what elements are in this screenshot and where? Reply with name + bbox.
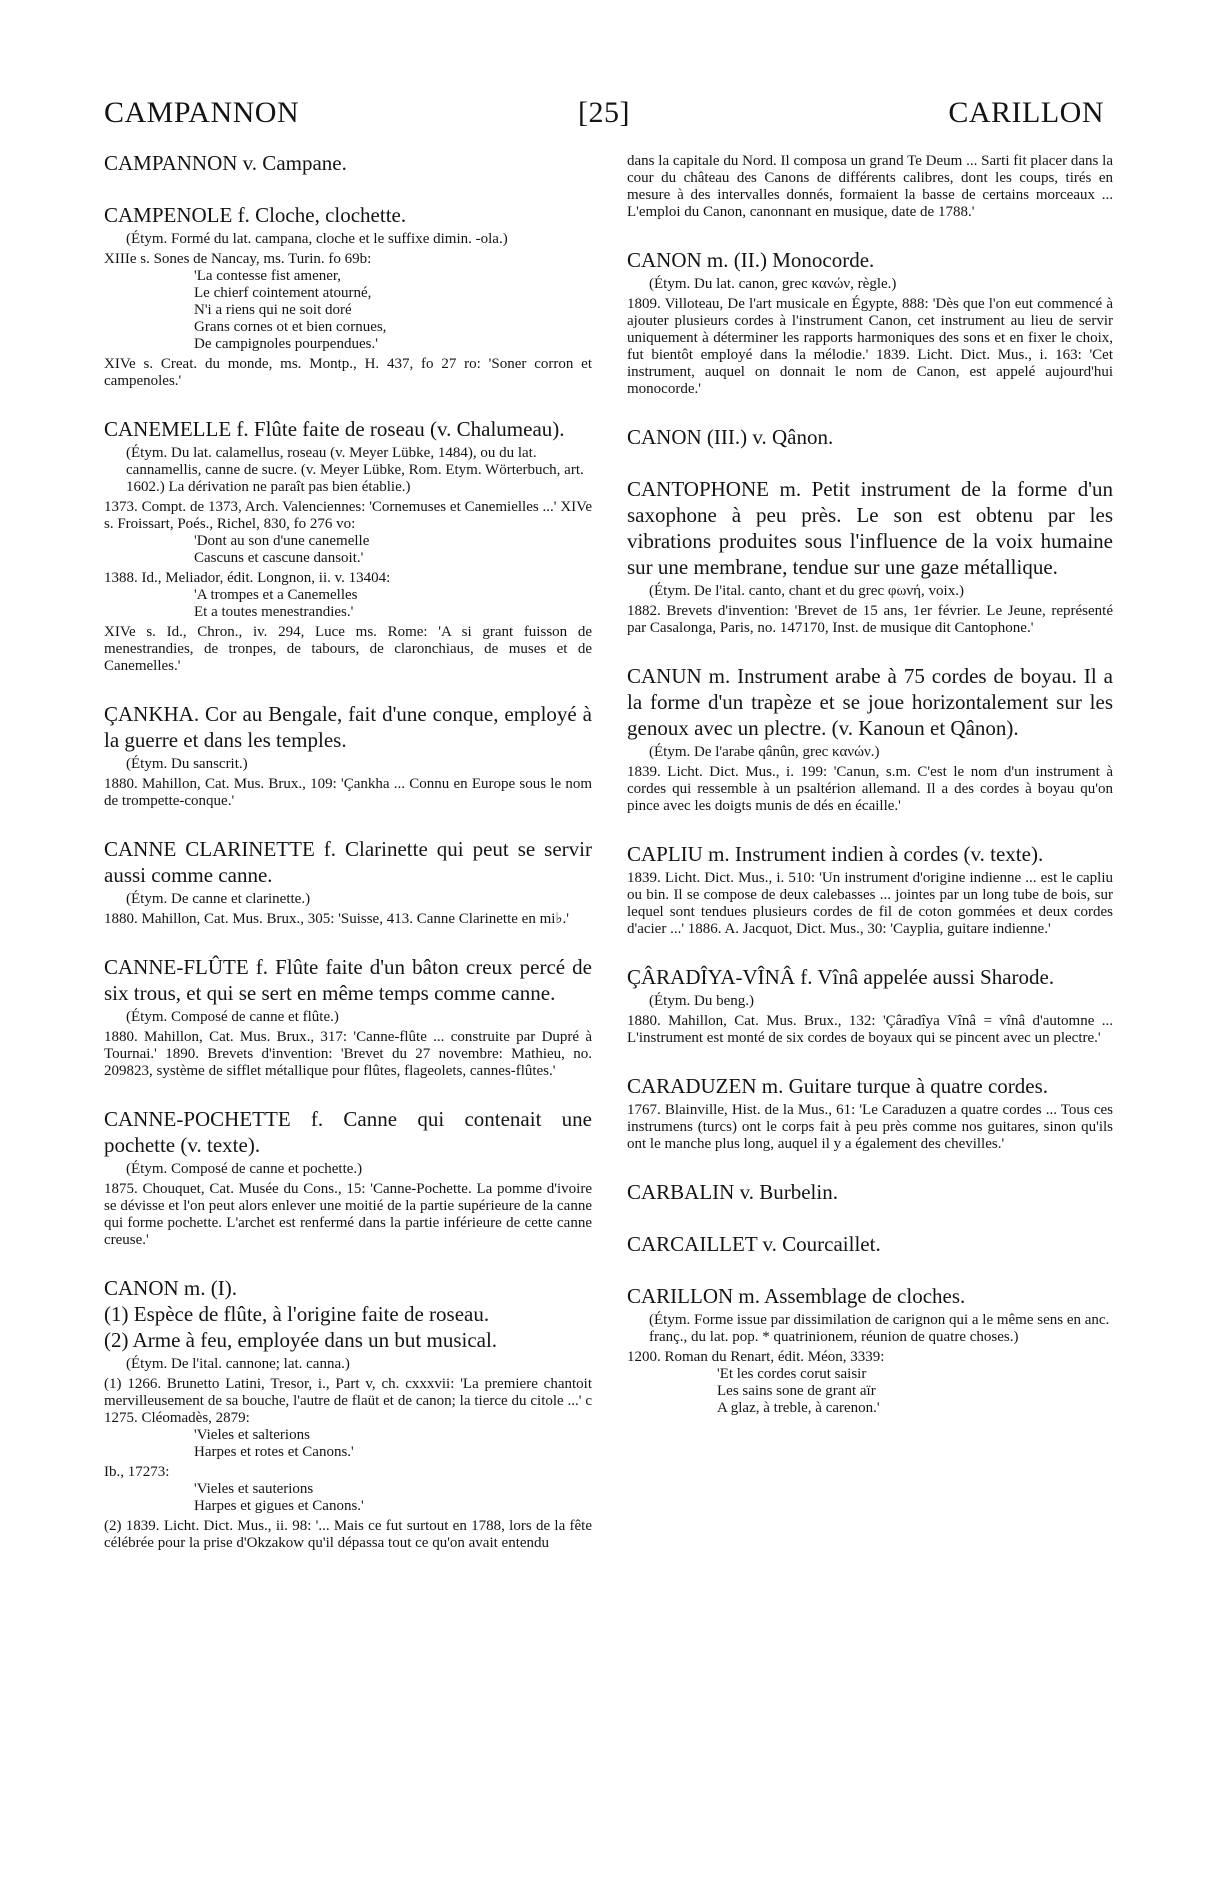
dictionary-entry	[627, 1073, 1113, 1153]
entry-headword-definition: CARCAILLET v. Courcaillet.	[627, 1232, 881, 1256]
page-number: [25]	[578, 96, 630, 129]
citation: (2) 1839. Licht. Dict. Mus., ii. 98: '... Mais ce fut surtout en 1788, lors de la fête célébrée pour la prise d'Okzakow qu'il dépassa tout ce qu'on avait entendu	[104, 1518, 592, 1551]
etymology-note: (Étym. De l'arabe qânûn, grec κανών.)	[649, 744, 880, 760]
citation: XIIIe s. Sones de Nancay, ms. Turin. fo 69b:	[104, 251, 372, 267]
dictionary-entry	[627, 1179, 1113, 1205]
dictionary-entry	[104, 836, 592, 928]
verse-line: 'La contesse fist amener,	[194, 268, 342, 284]
entry-headword-definition: CAMPANNON v. Campane.	[104, 151, 347, 175]
verse-line: Harpes et gigues et Canons.'	[194, 1498, 364, 1514]
entry-headword-definition: CANON m. (I).	[104, 1276, 237, 1300]
entry-headword-definition: CANNE-FLÛTE f. Flûte faite d'un bâton creux percé de six trous, et qui se sert en même temps comme canne.	[104, 955, 592, 1005]
citation: 1875. Chouquet, Cat. Musée du Cons., 15: 'Canne-Pochette. La pomme d'ivoire se dévisse et l'on peut alors enlever une moitié de la partie supérieure de la canne qui forme pochette. L'archet est renfermé dans la partie inférieure de cette canne creuse.'	[104, 1181, 592, 1248]
citation: Ib., 17273:	[104, 1464, 170, 1480]
entry-headword-definition: CARILLON m. Assemblage de cloches.	[627, 1284, 966, 1308]
dictionary-entry	[627, 1231, 1113, 1257]
verse-line: N'i a riens qui ne soit doré	[194, 302, 352, 318]
dictionary-entry	[104, 416, 592, 675]
verse-line: Le chierf cointement atourné,	[194, 285, 372, 301]
etymology-note: (Étym. Forme issue par dissimilation de carignon qui a le même sens en anc. franç., du lat. pop. * quatrinionem, réunion de quatre choses.)	[649, 1312, 1110, 1345]
citation: dans la capitale du Nord. Il composa un grand Te Deum ... Sarti fit placer dans la cour du château des Canons de différents calibres, dont les coups, tirés en mesure à des intervalles donnés, formaient la basse de certains morceaux ... L'emploi du Canon, canonnant en musique, date de 1788.'	[627, 153, 1113, 220]
verse-line: 'Dont au son d'une canemelle	[194, 533, 370, 549]
dictionary-entry	[627, 153, 1113, 221]
etymology-note: (Étym. Formé du lat. campana, cloche et le suffixe dimin. -ola.)	[126, 231, 508, 247]
dictionary-entry	[627, 663, 1113, 815]
verse-line: Et a toutes menestrandies.'	[194, 604, 354, 620]
dictionary-entry	[627, 476, 1113, 637]
entry-headword-definition: CARADUZEN m. Guitare turque à quatre cordes.	[627, 1074, 1049, 1098]
entry-headword-definition: CANTOPHONE m. Petit instrument de la forme d'un saxophone à peu près. Le son est obtenu par les vibrations produites sous l'influence de la voix humaine sur une membrane, tendue sur une gaze métallique.	[627, 477, 1113, 579]
etymology-note: (Étym. De canne et clarinette.)	[126, 891, 311, 907]
citation: 1880. Mahillon, Cat. Mus. Brux., 317: 'Canne-flûte ... construite par Dupré à Tournai.' 1890. Brevets d'invention: 'Brevet du 27 novembre: Mathieu, no. 209823, système de sifflet métallique pour flûtes, flageolets, cannes-flûtes.'	[104, 1029, 592, 1079]
entry-headword-definition: CAMPENOLE f. Cloche, clochette.	[104, 203, 407, 227]
citation: 1882. Brevets d'invention: 'Brevet de 15 ans, 1er février. Le Jeune, représenté par Casalonga, Paris, no. 147170, Inst. de musique dit Cantophone.'	[627, 603, 1113, 636]
citation: 1839. Licht. Dict. Mus., i. 199: 'Canun, s.m. C'est le nom d'un instrument à cordes qui ressemble à un psaltérion allemand. Il a des cordes à boyau qu'on pince avec les doigts munis de dés en écaille.'	[627, 764, 1113, 814]
running-head-last-word: CARILLON	[948, 96, 1104, 129]
verse-line: De campignoles pourpendues.'	[194, 336, 378, 352]
citation: 1373. Compt. de 1373, Arch. Valenciennes: 'Cornemuses et Canemielles ...' XIVe s. Froissart, Poés., Richel, 830, fo 276 vo:	[104, 499, 592, 532]
etymology-note: (Étym. De l'ital. cannone; lat. canna.)	[126, 1356, 350, 1372]
sense-definition: (2) Arme à feu, employée dans un but musical.	[104, 1328, 498, 1352]
etymology-note: (Étym. Du lat. canon, grec κανών, règle.)	[649, 276, 897, 292]
right-column	[627, 150, 1113, 1417]
entry-headword-definition: ÇÂRADÎYA-VÎNÂ f. Vînâ appelée aussi Sharode.	[627, 965, 1055, 989]
etymology-note: (Étym. Du sanscrit.)	[126, 756, 248, 772]
running-head	[104, 96, 1104, 146]
entry-headword-definition: CANUN m. Instrument arabe à 75 cordes de boyau. Il a la forme d'un trapèze et se joue horizontalement sur les genoux avec un plectre. (v. Kanoun et Qânon).	[627, 664, 1113, 740]
dictionary-entry	[104, 701, 592, 810]
entry-headword-definition: CANEMELLE f. Flûte faite de roseau (v. Chalumeau).	[104, 417, 565, 441]
left-column	[104, 150, 592, 1552]
verse-line: 'Et les cordes corut saisir	[717, 1366, 867, 1382]
etymology-note: (Étym. Composé de canne et pochette.)	[126, 1161, 363, 1177]
citation: 1809. Villoteau, De l'art musicale en Égypte, 888: 'Dès que l'on eut commencé à ajouter plusieurs cordes à l'instrument Canon, cet instrument au lieu de servir uniquement à déterminer les rapports harmoniques des sons et en fixer le choix, fut bientôt employé dans la mélodie.' 1839. Licht. Dict. Mus., i. 163: 'Cet instrument, auquel on donnait le nom de Canon, est appelé aujourd'hui monocorde.'	[627, 296, 1113, 397]
dictionary-entry	[627, 1283, 1113, 1417]
dictionary-entry	[627, 964, 1113, 1047]
sense-definition: (1) Espèce de flûte, à l'origine faite de roseau.	[104, 1302, 490, 1326]
dictionary-entry	[104, 1275, 592, 1552]
citation: 1200. Roman du Renart, édit. Méon, 3339:	[627, 1349, 885, 1365]
etymology-note: (Étym. Du lat. calamellus, roseau (v. Meyer Lübke, 1484), ou du lat. cannamellis, canne de sucre. (v. Meyer Lübke, Rom. Etym. Wörterbuch, art. 1602.) La dérivation ne paraît pas bien établie.)	[126, 445, 584, 495]
citation: 1880. Mahillon, Cat. Mus. Brux., 305: 'Suisse, 413. Canne Clarinette en mi♭.'	[104, 911, 569, 927]
citation: 1880. Mahillon, Cat. Mus. Brux., 132: 'Çâradîya Vînâ = vînâ d'automne ... L'instrument est monté de six cordes de boyaux qui se pincent avec un plectre.'	[627, 1013, 1113, 1046]
dictionary-entry	[627, 841, 1113, 938]
verse-line: Les sains sone de grant aïr	[717, 1383, 876, 1399]
verse-line: Cascuns et cascune dansoit.'	[194, 550, 364, 566]
verse-line: 'Vieles et salterions	[194, 1427, 310, 1443]
etymology-note: (Étym. Composé de canne et flûte.)	[126, 1009, 339, 1025]
verse-line: Grans cornes ot et bien cornues,	[194, 319, 387, 335]
etymology-note: (Étym. Du beng.)	[649, 993, 754, 1009]
citation: 1839. Licht. Dict. Mus., i. 510: 'Un instrument d'origine indienne ... est le capliu ou bin. Il se compose de deux calebasses ... jointes par un long tube de bois, sur lequel sont tendues plusieurs cordes de fil de coton gommées et deux cordes d'acier ...' 1886. A. Jacquot, Dict. Mus., 30: 'Cayplia, guitare indienne.'	[627, 870, 1113, 937]
verse-line: 'Vieles et sauterions	[194, 1481, 314, 1497]
entry-headword-definition: CAPLIU m. Instrument indien à cordes (v. texte).	[627, 842, 1044, 866]
citation: XIVe s. Id., Chron., iv. 294, Luce ms. Rome: 'A si grant fuisson de menestrandies, de tronpes, de tabours, de claronchiaus, de muses et de Canemelles.'	[104, 624, 592, 674]
running-head-first-word: CAMPANNON	[104, 96, 300, 129]
citation: 1388. Id., Meliador, édit. Longnon, ii. v. 13404:	[104, 570, 391, 586]
dictionary-entry	[627, 247, 1113, 398]
verse-line: Harpes et rotes et Canons.'	[194, 1444, 354, 1460]
entry-headword-definition: CANNE CLARINETTE f. Clarinette qui peut se servir aussi comme canne.	[104, 837, 592, 887]
verse-line: A glaz, à treble, à carenon.'	[717, 1400, 880, 1416]
verse-line: 'A trompes et a Canemelles	[194, 587, 358, 603]
dictionary-entry	[104, 202, 592, 390]
dictionary-entry	[104, 1106, 592, 1249]
entry-headword-definition: CANON (III.) v. Qânon.	[627, 425, 834, 449]
entry-headword-definition: CANNE-POCHETTE f. Canne qui contenait une pochette (v. texte).	[104, 1107, 592, 1157]
dictionary-entry	[627, 424, 1113, 450]
entry-headword-definition: CANON m. (II.) Monocorde.	[627, 248, 875, 272]
citation: XIVe s. Creat. du monde, ms. Montp., H. 437, fo 27 ro: 'Soner corron et campenoles.'	[104, 356, 592, 389]
dictionary-entry	[104, 954, 592, 1080]
citation: (1) 1266. Brunetto Latini, Tresor, i., Part v, ch. cxxxvii: 'La premiere chantoit mervilleusement de sa bouche, l'autre de flaüt et de canon; la tierce du citole ...' c 1275. Cléomadès, 2879:	[104, 1376, 592, 1426]
entry-headword-definition: CARBALIN v. Burbelin.	[627, 1180, 838, 1204]
dictionary-entry	[104, 150, 592, 176]
entry-headword-definition: ÇANKHA. Cor au Bengale, fait d'une conque, employé à la guerre et dans les temples.	[104, 702, 592, 752]
citation: 1767. Blainville, Hist. de la Mus., 61: 'Le Caraduzen a quatre cordes ... Tous ces instrumens (turcs) ont le corps fait à peu près comme nos guitares, sinon qu'ils ont le manche plus long, auquel il y a également des chevilles.'	[627, 1102, 1113, 1152]
citation: 1880. Mahillon, Cat. Mus. Brux., 109: 'Çankha ... Connu en Europe sous le nom de trompette-conque.'	[104, 776, 592, 809]
etymology-note: (Étym. De l'ital. canto, chant et du grec φωνή, voix.)	[649, 583, 964, 599]
